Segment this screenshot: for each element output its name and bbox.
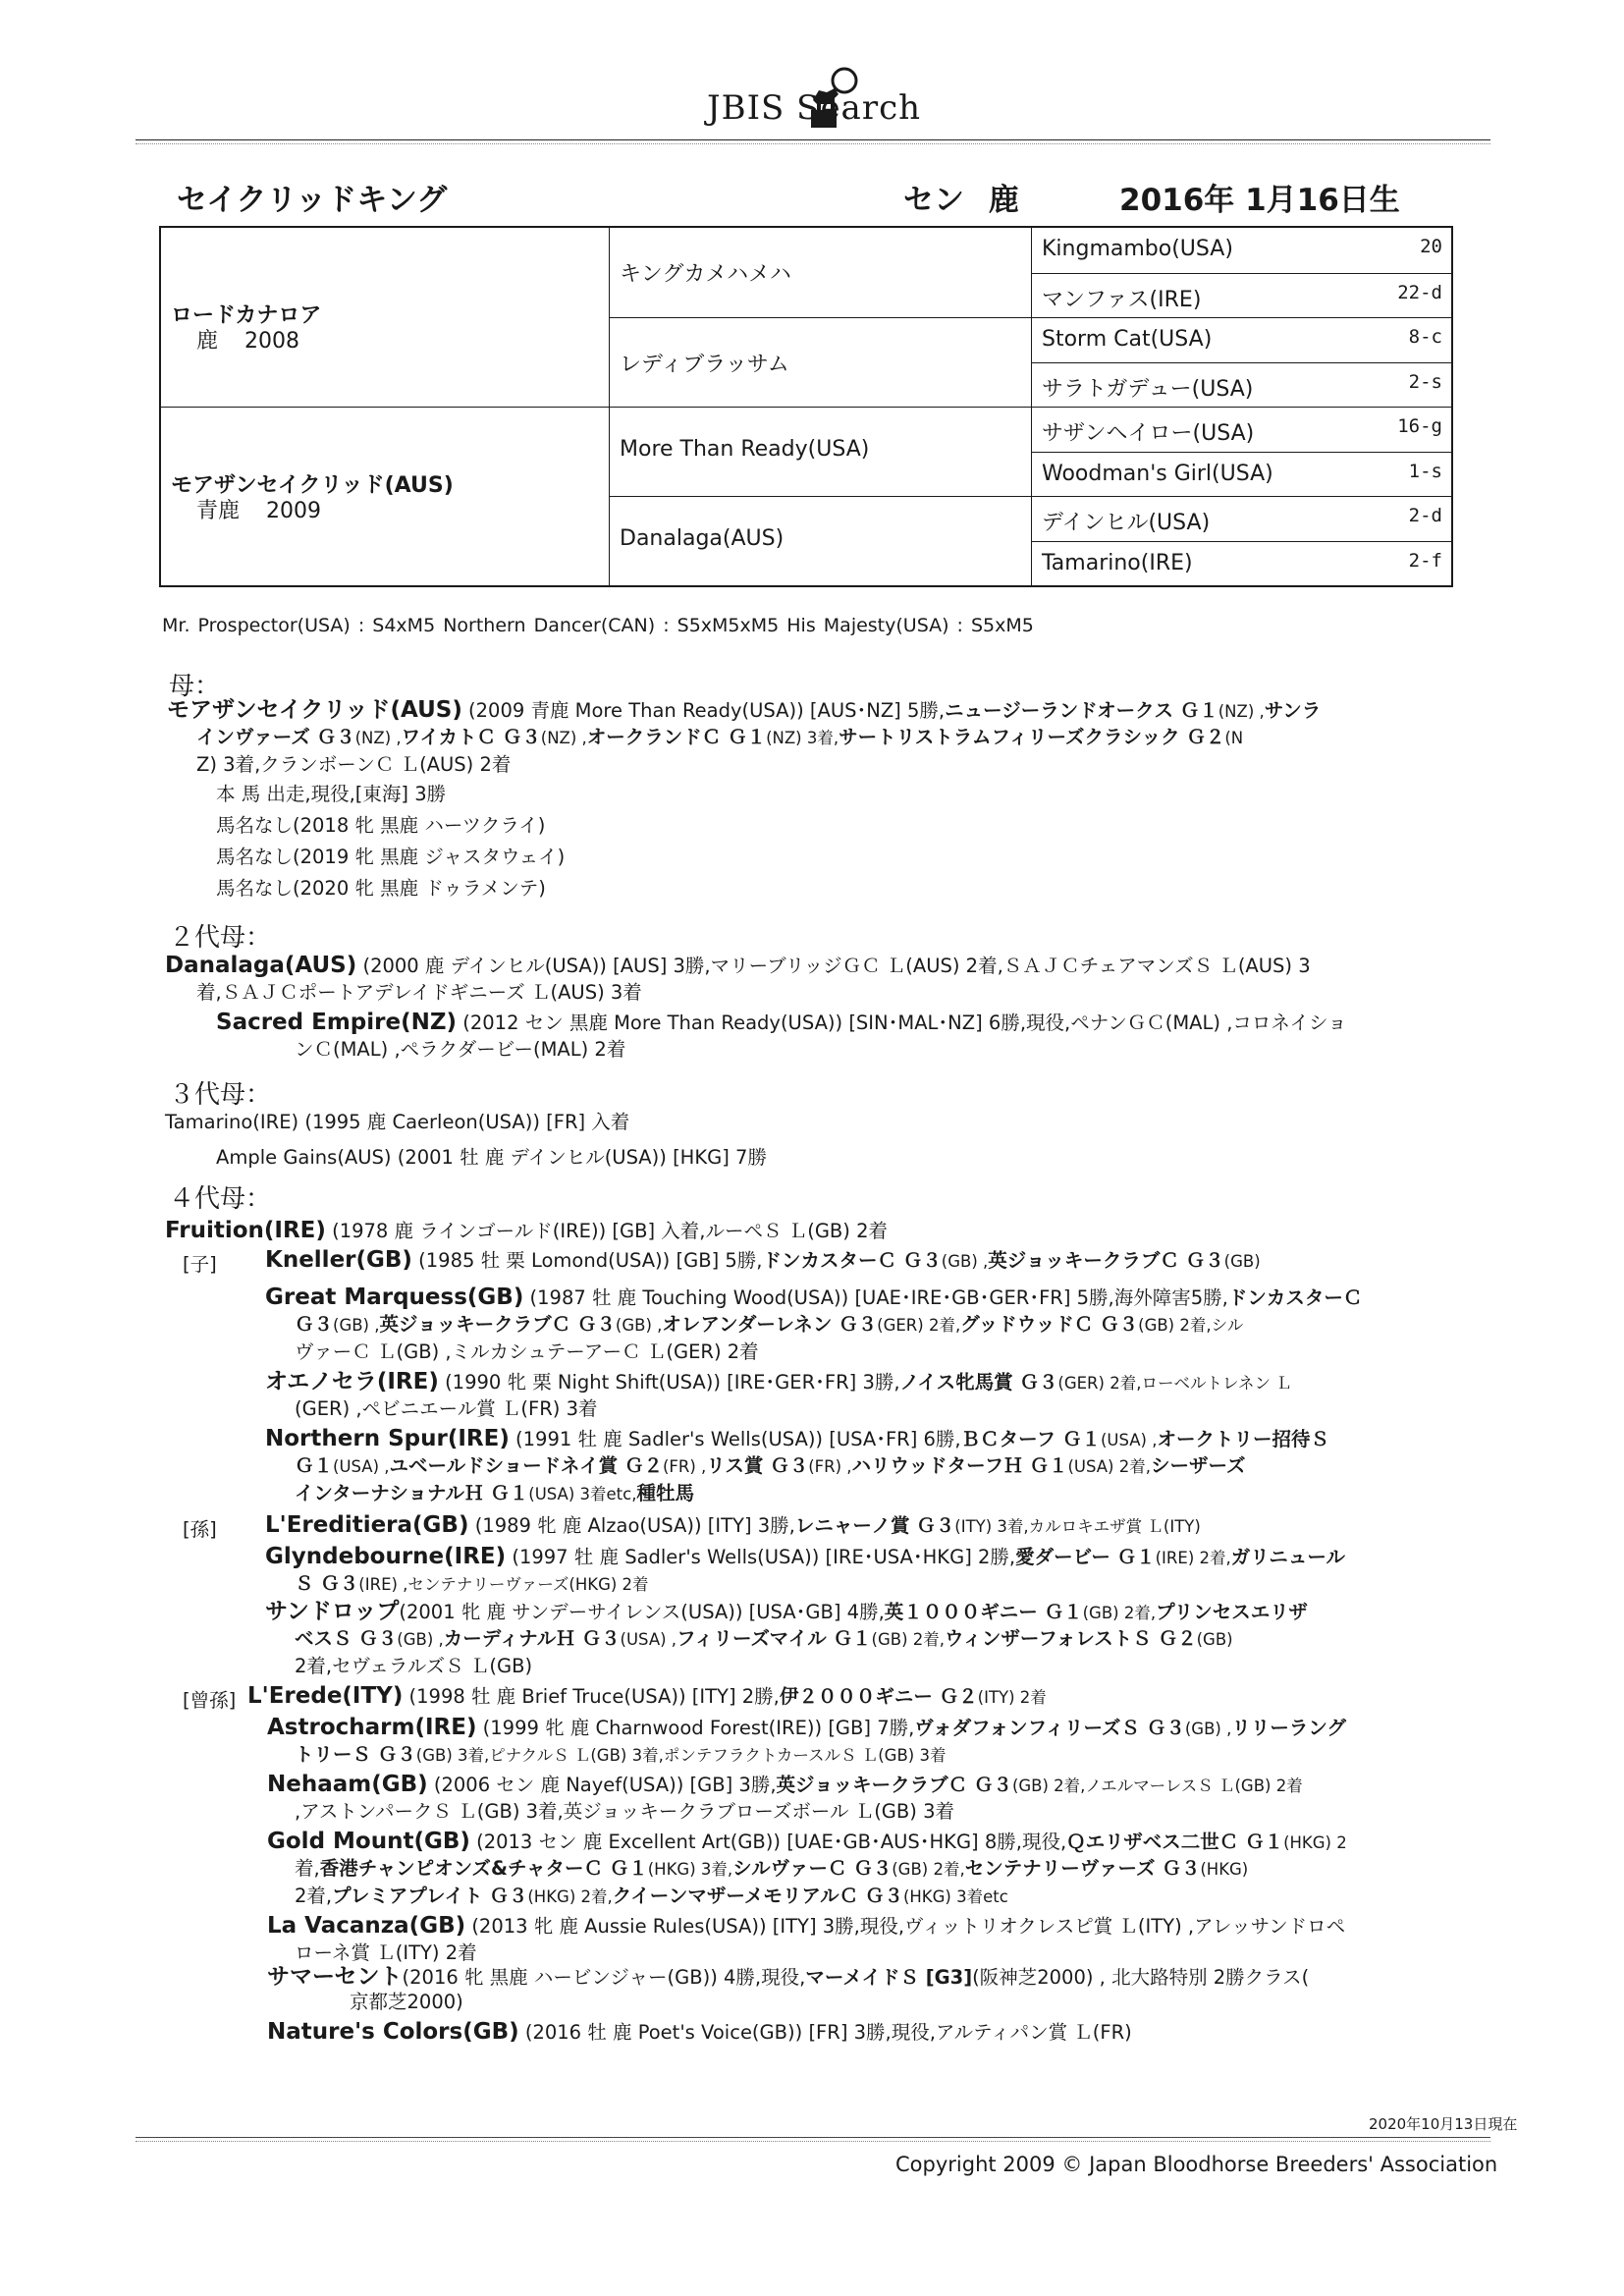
gen3-name: デインヒル(USA) xyxy=(1042,511,1211,535)
footer-divider xyxy=(135,2137,1490,2142)
offspring-name: Sacred Empire(NZ) xyxy=(216,1010,458,1035)
descendant-line: ヴァーＣ Ｌ(GB) ,ミルカシュテーアーＣ Ｌ(GER) 2着 xyxy=(295,1340,759,1363)
race-country-text: (GB) 2着,シル xyxy=(1138,1316,1244,1335)
race-win-text: 愛ダービー Ｇ１ xyxy=(1015,1546,1156,1568)
third-dam-name: Tamarino(IRE) xyxy=(165,1111,299,1133)
descendant-name: サンドロップ xyxy=(265,1599,400,1624)
descendant-name: Kneller(GB) xyxy=(265,1247,412,1273)
gen2-name: レディブラッサム xyxy=(620,353,789,377)
race-win-text: インヴァーズ Ｇ３ xyxy=(196,726,355,748)
race-country-text: (GB) 2着,ノエルマーレスＳ Ｌ(GB) 2着 xyxy=(1011,1777,1303,1795)
dam-record-line xyxy=(196,725,1243,751)
race-win-text: シーザーズ xyxy=(1150,1454,1246,1477)
race-win-text: Ｑエリザベス二世Ｃ Ｇ１ xyxy=(1066,1831,1284,1853)
descendant-name: La Vacanza(GB) xyxy=(267,1913,466,1939)
fourth-dam-text: (1978 鹿 ラインゴールド(IRE)) [GB] 入着,ルーペＳ Ｌ(GB) 2着 xyxy=(332,1220,889,1242)
offspring-line: 馬名なし(2018 牝 黒鹿 ハーツクライ) xyxy=(216,814,546,837)
race-win-text: オークトリー招待Ｓ xyxy=(1157,1428,1329,1450)
gen3-name: Storm Cat(USA) xyxy=(1042,327,1213,352)
horse-sex-color: セン 鹿 xyxy=(903,183,1019,218)
second-dam-offspring-line: ンＣ(MAL) ,ペラクダービー(MAL) 2着 xyxy=(295,1038,626,1061)
descendant-line xyxy=(265,1247,1261,1275)
race-country-text: (GB) 2着, xyxy=(1082,1604,1157,1622)
pedigree-gen2-cell xyxy=(610,317,1032,407)
descendant-line xyxy=(295,1312,1243,1339)
race-country-text: (GER) 2着, xyxy=(877,1316,961,1335)
race-win-text: インターナショナルＨ Ｇ１ xyxy=(295,1482,529,1504)
descendant-line xyxy=(265,1285,1362,1311)
sire-info: 鹿 2008 xyxy=(196,329,299,354)
descendant-name: Gold Mount(GB) xyxy=(267,1829,470,1854)
descendant-text: (1989 牝 鹿 Alzao(USA)) [ITY] 3勝, xyxy=(474,1514,795,1537)
race-win-text: Ｇ３ xyxy=(295,1313,334,1336)
descendant-line xyxy=(247,1683,1047,1711)
descendant-line xyxy=(267,1772,1303,1799)
sire-name: ロードカナロア xyxy=(171,303,322,328)
second-dam-offspring-line xyxy=(216,1010,1347,1036)
race-country-text: (HKG) 2着, xyxy=(527,1887,613,1906)
descendant-text: (2013 セン 鹿 Excellent Art(GB)) [UAE･GB･AUS･HKG] 8勝,現役, xyxy=(476,1831,1067,1853)
gen3-family-number: 1-s xyxy=(1408,460,1442,482)
race-win-text: オレアンダーレネン Ｇ３ xyxy=(662,1313,878,1336)
dam-name: モアザンセイクリッド(AUS) xyxy=(171,473,454,498)
race-win-text: 英ジョッキークラブＣ Ｇ３ xyxy=(379,1313,616,1336)
race-country-text: (HKG) 3着etc xyxy=(902,1887,1008,1906)
race-country-text: (GB) , xyxy=(1184,1720,1232,1738)
race-win-text: ノイス牝馬賞 Ｇ３ xyxy=(899,1371,1058,1394)
descendant-text: (1997 牡 鹿 Sadler's Wells(USA)) [IRE･USA･HKG] 2勝, xyxy=(512,1546,1016,1568)
race-country-text: (GB) 3着,ピナクルＳ Ｌ(GB) 3着,ポンテフラクトカースルＳ Ｌ(GB) 3着 xyxy=(415,1746,947,1765)
descendant-line: ローネ賞 Ｌ(ITY) 2着 xyxy=(295,1941,477,1964)
pedigree-gen2-cell xyxy=(610,228,1032,317)
descendant-name: オエノセラ(IRE) xyxy=(265,1369,439,1394)
gen3-name: サザンヘイロー(USA) xyxy=(1042,421,1255,446)
race-country-text: (ITY) 2着 xyxy=(977,1688,1047,1707)
dam-record-line: Z) 3着,クランボーンＣ Ｌ(AUS) 2着 xyxy=(196,753,512,776)
section-heading-second-dam: ２代母： xyxy=(169,923,272,953)
race-win-text: Ｇ１ xyxy=(295,1454,334,1477)
race-win-text: 伊２０００ギニー Ｇ２ xyxy=(779,1685,978,1708)
race-win-text: Ｓ Ｇ３ xyxy=(295,1572,359,1595)
race-win-text: ワイカトＣ Ｇ３ xyxy=(401,726,541,748)
stallion-text: 種牡馬 xyxy=(636,1482,694,1504)
descendant-name: Astrocharm(IRE) xyxy=(267,1715,477,1740)
descendant-name: L'Erede(ITY) xyxy=(247,1683,404,1709)
horse-name: セイクリッドキング xyxy=(177,183,448,218)
race-win-text: オークランドＣ Ｇ１ xyxy=(586,726,767,748)
gen2-name: キングカメハメハ xyxy=(620,262,791,287)
gen3-family-number: 2-s xyxy=(1408,370,1442,393)
race-country-text: (GB) 2着, xyxy=(892,1860,965,1879)
race-win-text: サンラ xyxy=(1264,699,1322,722)
race-country-text: (NZ) , xyxy=(540,729,587,747)
race-country-text: (USA) , xyxy=(620,1630,677,1649)
race-country-text: (FR) , xyxy=(662,1457,707,1476)
race-win-text: ヴォダフォンフィリーズＳ Ｇ３ xyxy=(914,1717,1185,1739)
descendant-text: (2013 牝 鹿 Aussie Rules(USA)) [ITY] 3勝,現役,ヴィットリオクレスピ賞 Ｌ(ITY) ,アレッサンドロペ xyxy=(471,1915,1346,1938)
race-country-text: (GER) 2着,ローベルトレネン Ｌ xyxy=(1057,1374,1292,1393)
fourth-dam-name: Fruition(IRE) xyxy=(165,1218,326,1243)
gen3-family-number: 16-g xyxy=(1397,415,1442,437)
race-win-text: ハリウッドターフＨ Ｇ１ xyxy=(851,1454,1068,1477)
offspring-line: 馬名なし(2019 牝 黒鹿 ジャスタウェイ) xyxy=(216,846,566,868)
pedigree-gen3-cell xyxy=(1032,362,1452,408)
descendant-text: (1991 牡 鹿 Sadler's Wells(USA)) [USA･FR] 6勝, xyxy=(515,1428,961,1450)
race-country-text: (NZ) , xyxy=(354,729,402,747)
descendant-line xyxy=(295,1453,1246,1480)
pedigree-gen3-cell xyxy=(1032,496,1452,541)
race-country-text: (USA) 3着etc, xyxy=(528,1485,637,1503)
descendant-line xyxy=(295,1884,1008,1910)
race-win-text: 香港チャンピオンズ&チャターＣ Ｇ１ xyxy=(319,1857,648,1880)
race-win-text: 英ジョッキークラブＣ Ｇ３ xyxy=(988,1249,1224,1272)
third-dam-text: (1995 鹿 Caerleon(USA)) [FR] 入着 xyxy=(304,1111,630,1133)
second-dam-record-line: 着,ＳＡＪＣポートアデレイドギニーズ Ｌ(AUS) 3着 xyxy=(196,981,642,1004)
gen3-family-number: 8-c xyxy=(1408,326,1442,348)
dam-record-name: モアザンセイクリッド(AUS) xyxy=(167,697,462,723)
race-win-text: グッドウッドＣ Ｇ３ xyxy=(960,1313,1139,1336)
race-country-text: (IRE) ,センテナリーヴァーズ(HKG) 2着 xyxy=(358,1575,649,1594)
pedigree-gen2-cell xyxy=(610,496,1032,585)
gen2-name: Danalaga(AUS) xyxy=(620,526,785,551)
descendant-line xyxy=(267,2019,1132,2046)
race-win-text: ドンカスターＣ Ｇ３ xyxy=(762,1249,942,1272)
race-country-text: (GB) , xyxy=(333,1316,380,1335)
descendant-line xyxy=(267,1715,1346,1742)
descendant-name: Great Marquess(GB) xyxy=(265,1285,524,1310)
pedigree-gen3-cell xyxy=(1032,407,1452,452)
race-win-text: フィリーズマイル Ｇ１ xyxy=(677,1627,872,1650)
descendant-line xyxy=(295,1856,1248,1883)
descendant-line: (GER) ,ペビニエール賞 Ｌ(FR) 3着 xyxy=(295,1397,598,1420)
descendant-line xyxy=(265,1426,1329,1453)
gen3-name: サラトガデュー(USA) xyxy=(1042,376,1254,402)
descendant-text: (2016 牡 鹿 Poet's Voice(GB)) [FR] 3勝,現役,アルティパン賞 Ｌ(FR) xyxy=(524,2021,1132,2044)
descendant-text: (1985 牡 栗 Lomond(USA)) [GB] 5勝, xyxy=(418,1249,763,1272)
pedigree-dam-cell xyxy=(161,407,609,585)
section-heading-dam: 母： xyxy=(169,672,221,701)
race-country-text: (USA) 2着, xyxy=(1067,1457,1151,1476)
generation-tag-grandchild: [孫] xyxy=(183,1518,217,1541)
race-win-text: ガリニュール xyxy=(1230,1546,1345,1568)
race-win-text: センテナリーヴァーズ Ｇ３ xyxy=(964,1857,1201,1880)
race-win-text: プリンセスエリザ xyxy=(1156,1601,1308,1623)
descendant-line xyxy=(265,1599,1308,1626)
race-country-text: (GB) 2着, xyxy=(871,1630,946,1649)
race-win-text: 英１０００ギニー Ｇ１ xyxy=(884,1601,1083,1623)
race-country-text: (NZ) , xyxy=(1218,702,1265,721)
race-win-text: カーディナルＨ Ｇ３ xyxy=(443,1627,621,1650)
descendant-text: (1990 牝 栗 Night Shift(USA)) [IRE･GER･FR] 3勝, xyxy=(445,1371,900,1394)
descendant-text: 2着, xyxy=(295,1885,333,1907)
gen3-family-number: 20 xyxy=(1420,236,1442,257)
dam-info: 青鹿 2009 xyxy=(196,499,321,523)
descendant-name: Northern Spur(IRE) xyxy=(265,1426,510,1451)
race-country-text: (NZ) 3着, xyxy=(766,729,839,747)
header-divider xyxy=(135,139,1490,144)
descendant-text: (2001 牝 鹿 サンデーサイレンス(USA)) [USA･GB] 4勝, xyxy=(399,1601,885,1623)
fourth-dam-record-line xyxy=(165,1218,888,1244)
race-win-text: リリーラング xyxy=(1231,1717,1346,1739)
descendant-name: Nehaam(GB) xyxy=(267,1772,428,1797)
pedigree-gen3-cell xyxy=(1032,273,1452,318)
gen3-family-number: 2-f xyxy=(1408,549,1442,572)
inbreeding-summary: Mr. Prospector(USA) : S4xM5 Northern Dancer(CAN) : S5xM5xM5 His Majesty(USA) : S5xM5 xyxy=(162,615,1034,636)
descendant-line xyxy=(295,1626,1233,1653)
gen3-name: マンファス(IRE) xyxy=(1042,287,1202,312)
race-country-text: (GB) xyxy=(1196,1630,1233,1649)
race-win-text: プレミアプレイト Ｇ３ xyxy=(332,1885,528,1907)
pedigree-sire-cell xyxy=(161,228,609,407)
pedigree-great-grandparents-column xyxy=(1031,228,1452,585)
descendant-line xyxy=(267,1964,1309,1991)
race-win-text: レニャーノ賞 Ｇ３ xyxy=(794,1514,955,1537)
race-win-text: ベスＳ Ｇ３ xyxy=(295,1627,398,1650)
descendant-line xyxy=(295,1742,946,1769)
pedigree-table xyxy=(159,226,1453,587)
race-win-text: ニュージーランドオークス Ｇ１ xyxy=(945,699,1218,722)
race-country-text: (USA) , xyxy=(333,1457,390,1476)
gen3-name: Kingmambo(USA) xyxy=(1042,237,1233,261)
dam-record-line xyxy=(167,697,1321,725)
jbis-search-logo xyxy=(687,39,952,137)
descendant-name: Nature's Colors(GB) xyxy=(267,2019,519,2045)
pedigree-gen3-cell xyxy=(1032,541,1452,586)
race-country-text: (FR) , xyxy=(808,1457,852,1476)
descendant-text: 着, xyxy=(295,1857,320,1880)
pedigree-gen3-cell xyxy=(1032,317,1452,362)
gen3-name: Tamarino(IRE) xyxy=(1042,550,1193,575)
descendant-line xyxy=(265,1512,1201,1540)
logo-text: JBIS Search xyxy=(707,88,922,128)
descendant-line xyxy=(267,1829,1347,1856)
race-country-text: (GB) , xyxy=(615,1316,663,1335)
second-dam-name: Danalaga(AUS) xyxy=(165,953,357,978)
second-dam-record-line xyxy=(165,953,1311,979)
horse-birth-date: 2016年 1月16日生 xyxy=(1119,183,1400,218)
race-win-text: 英ジョッキークラブＣ Ｇ３ xyxy=(776,1774,1012,1796)
race-country-text: (HKG) xyxy=(1200,1860,1249,1879)
descendant-text: (2006 セン 鹿 Nayef(USA)) [GB] 3勝, xyxy=(433,1774,777,1796)
gen3-family-number: 22-d xyxy=(1397,281,1442,303)
descendant-name: L'Ereditiera(GB) xyxy=(265,1512,469,1538)
descendant-line xyxy=(295,1571,649,1598)
race-country-text: (N xyxy=(1224,729,1244,747)
race-win-text: トリーＳ Ｇ３ xyxy=(295,1743,416,1766)
copyright-notice: Copyright 2009 © Japan Bloodhorse Breeders' Association xyxy=(895,2153,1498,2176)
gen3-family-number: 2-d xyxy=(1408,505,1442,526)
pedigree-parents-column xyxy=(161,228,609,585)
descendant-text: (1987 牡 鹿 Touching Wood(USA)) [UAE･IRE･GB･GER･FR] 5勝,海外障害5勝, xyxy=(529,1286,1228,1309)
race-country-text: (GB) , xyxy=(397,1630,444,1649)
descendant-line: 2着,セヴェラルズＳ Ｌ(GB) xyxy=(295,1655,533,1677)
pedigree-grandparents-column xyxy=(609,228,1032,585)
descendant-text: (2016 牝 黒鹿 ハービンジャー(GB)) 4勝,現役, xyxy=(402,1966,806,1989)
race-win-text: ドンカスターＣ xyxy=(1227,1286,1363,1309)
third-dam-offspring-line: Ample Gains(AUS) (2001 牡 鹿 デインヒル(USA)) [HKG] 7勝 xyxy=(216,1146,767,1169)
second-dam-text: (2000 鹿 デインヒル(USA)) [AUS] 3勝,マリーブリッジＧＣ Ｌ(AUS) 2着,ＳＡＪＣチェアマンズＳ Ｌ(AUS) 3 xyxy=(362,955,1311,977)
gen3-name: Woodman's Girl(USA) xyxy=(1042,461,1273,486)
race-win-text: クイーンマザーメモリアルＣ Ｇ３ xyxy=(612,1885,903,1907)
generation-tag-child: [子] xyxy=(183,1253,217,1276)
race-win-text: ウィンザーフォレストＳ Ｇ２ xyxy=(945,1627,1197,1650)
race-win-text: リス賞 Ｇ３ xyxy=(706,1454,809,1477)
descendant-text: (1998 牡 鹿 Brief Truce(USA)) [ITY] 2勝, xyxy=(408,1685,780,1708)
pedigree-gen3-cell xyxy=(1032,452,1452,497)
descendant-line: 京都芝2000) xyxy=(350,1991,463,2013)
race-country-text: (HKG) 2 xyxy=(1283,1833,1347,1852)
race-country-text: (GB) xyxy=(1223,1252,1261,1271)
race-country-text: (USA) , xyxy=(1100,1431,1158,1449)
third-dam-record-line xyxy=(165,1110,629,1135)
offspring-line: 馬名なし(2020 牝 黒鹿 ドゥラメンテ) xyxy=(216,877,546,900)
race-win-text: サートリストラムフィリーズクラシック Ｇ２ xyxy=(839,726,1225,748)
descendant-line xyxy=(267,1913,1345,1940)
offspring-text: (2012 セン 黒鹿 More Than Ready(USA)) [SIN･MAL･NZ] 6勝,現役,ペナンＧＣ(MAL) ,コロネイショ xyxy=(462,1011,1347,1034)
dam-record-text: (2009 青鹿 More Than Ready(USA)) [AUS･NZ] 5勝, xyxy=(468,699,946,722)
descendant-text: (1999 牝 鹿 Charnwood Forest(IRE)) [GB] 7勝, xyxy=(482,1717,915,1739)
as-of-date: 2020年10月13日現在 xyxy=(1369,2115,1518,2133)
section-heading-third-dam: ３代母： xyxy=(169,1080,272,1110)
generation-tag-great-grandchild: [曾孫] xyxy=(183,1689,237,1712)
race-country-text: (ITY) 3着,カルロキエザ賞 Ｌ(ITY) xyxy=(954,1517,1201,1536)
pedigree-gen3-cell xyxy=(1032,228,1452,273)
descendant-line xyxy=(265,1369,1292,1396)
race-win-text: シルヴァーＣ Ｇ３ xyxy=(732,1857,893,1880)
offspring-line: 本 馬 出走,現役,[東海] 3勝 xyxy=(216,783,447,805)
section-heading-fourth-dam: ４代母： xyxy=(169,1184,272,1214)
race-win-text: マーメイドＳ [G3] xyxy=(805,1966,973,1989)
gen2-name: More Than Ready(USA) xyxy=(620,437,870,462)
race-country-text: (IRE) 2着, xyxy=(1155,1549,1231,1567)
descendant-line xyxy=(295,1481,694,1507)
race-country-text: (HKG) 3着, xyxy=(647,1860,733,1879)
race-win-text: ユベールドショードネイ賞 Ｇ２ xyxy=(389,1454,663,1477)
pedigree-gen2-cell xyxy=(610,407,1032,496)
race-country-text: (GB) , xyxy=(941,1252,989,1271)
descendant-line: ,アストンパークＳ Ｌ(GB) 3着,英ジョッキークラブローズボール Ｌ(GB) 3着 xyxy=(295,1800,955,1823)
descendant-name: Glyndebourne(IRE) xyxy=(265,1544,507,1569)
descendant-text: (阪神芝2000) , 北大路特別 2勝クラス( xyxy=(972,1966,1310,1989)
descendant-line xyxy=(265,1544,1345,1571)
descendant-name: サマーセント xyxy=(267,1964,403,1990)
race-win-text: ＢＣターフ Ｇ１ xyxy=(960,1428,1101,1450)
